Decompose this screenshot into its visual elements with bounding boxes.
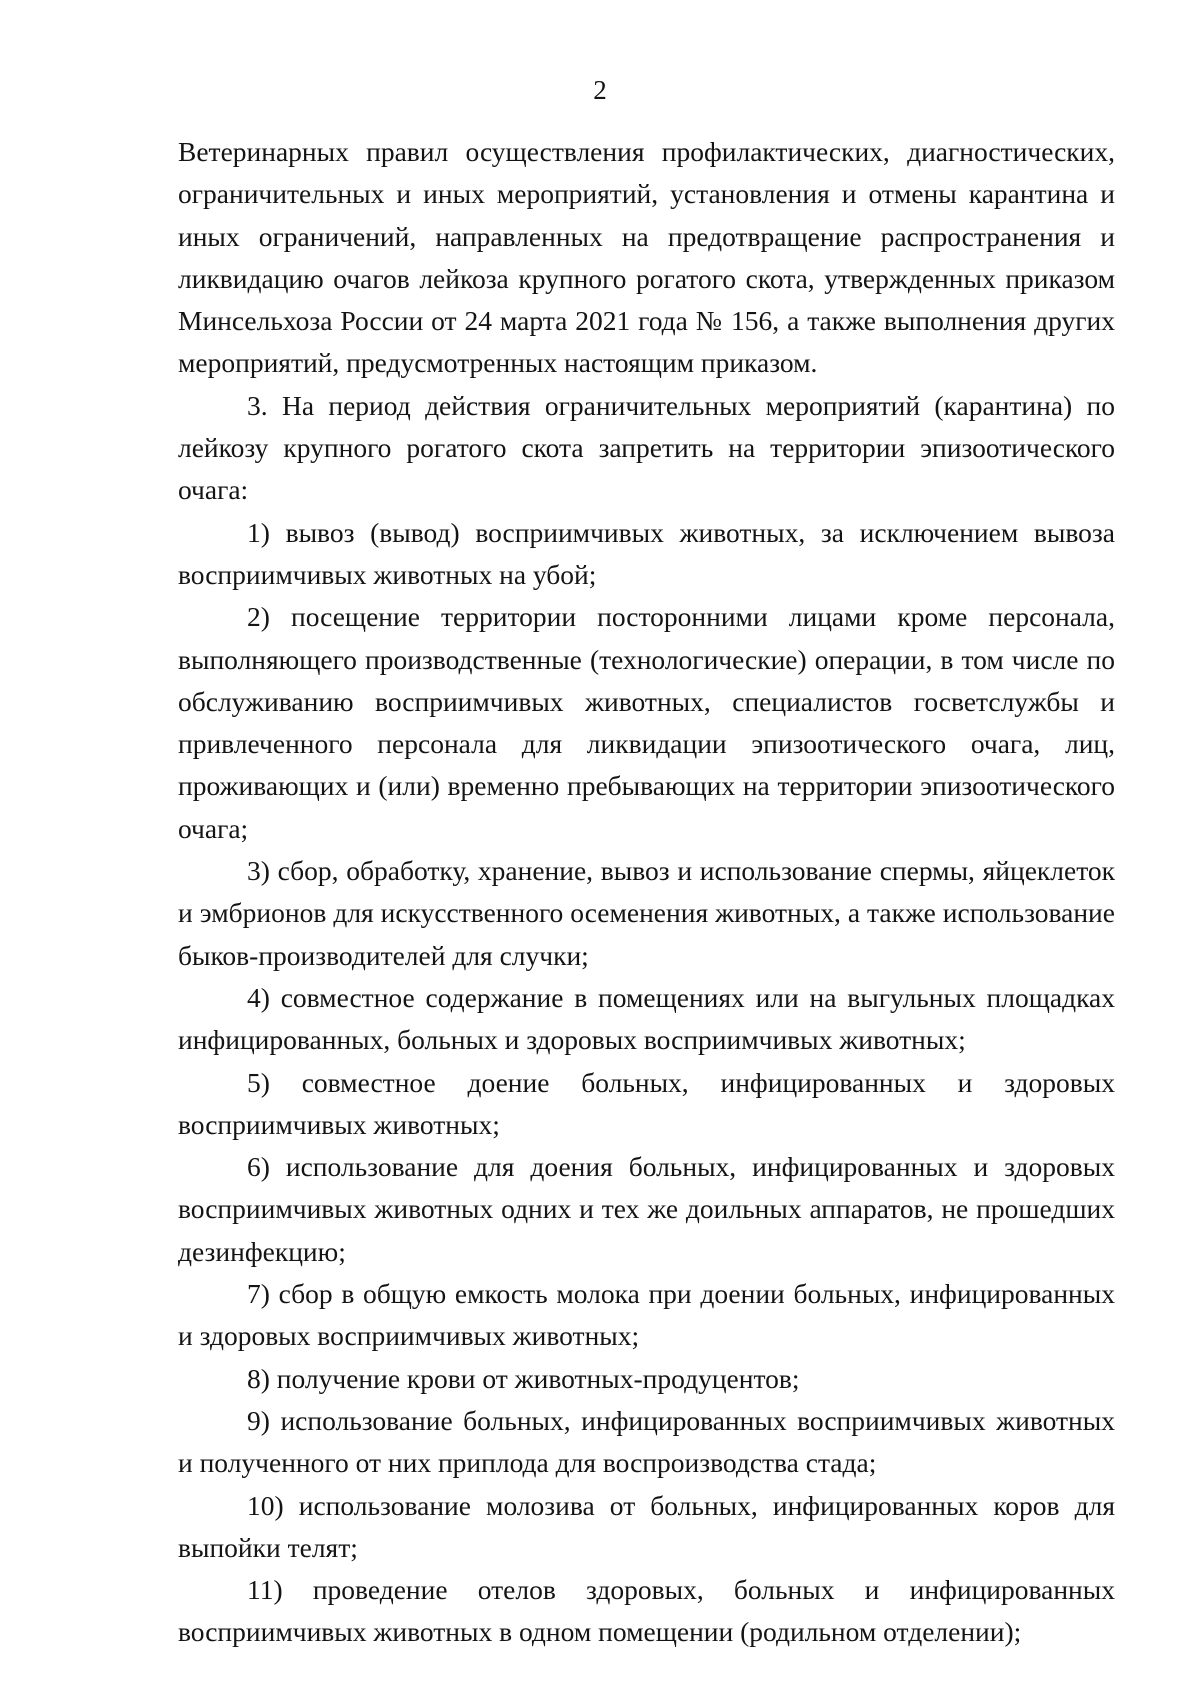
list-item-4: 4) совместное содержание в помещениях или на выгульных площадках инфицированных, больных и здоровых восприимчивых животных;: [178, 981, 1115, 1056]
paragraph-item-3: 3. На период действия ограничительных мероприятий (карантина) по лейкозу крупного рогатого скота запретить на территории эпизоотического очага:: [178, 389, 1115, 506]
list-item-5: 5) совместное доение больных, инфицированных и здоровых восприимчивых животных;: [178, 1066, 1115, 1140]
document-body: [178, 131, 1115, 1654]
list-item-7: 7) сбор в общую емкость молока при доении больных, инфицированных и здоровых восприимчивых животных;: [178, 1278, 1115, 1352]
list-item-3: 3) сбор, обработку, хранение, вывоз и использование спермы, яйцеклеток и эмбрионов для искусственного осеменения животных, а также использование быков-производителей для случки;: [178, 855, 1115, 971]
list-item-11: 11) проведение отелов здоровых, больных и инфицированных восприимчивых животных в одном помещении (родильном отделении);: [178, 1574, 1115, 1648]
list-item-1: 1) вывоз (вывод) восприимчивых животных, за исключением вывоза восприимчивых животных на убой;: [178, 516, 1115, 590]
list-item-8: 8) получение крови от животных-продуцентов;: [247, 1362, 800, 1394]
list-item-10: 10) использование молозива от больных, инфицированных коров для выпойки телят;: [178, 1489, 1115, 1563]
page-number: 2: [593, 75, 607, 105]
list-item-9: 9) использование больных, инфицированных восприимчивых животных и полученного от них приплода для воспроизводства стада;: [178, 1404, 1115, 1479]
list-item-6: 6) использование для доения больных, инфицированных и здоровых восприимчивых животных одних и тех же доильных аппаратов, не прошедших дезинфекцию;: [178, 1151, 1115, 1267]
list-item-2: 2) посещение территории посторонними лицами кроме персонала, выполняющего производственные (технологические) операции, в том числе по обслуживанию восприимчивых животных, специалистов госветслужбы и привлеченного персонала для ликвидации эпизоотического очага, лиц, проживающих и (или) временно пребывающих на территории эпизоотического очага;: [178, 601, 1115, 844]
paragraph-continuation: Ветеринарных правил осуществления профилактических, диагностических, ограничительных и иных мероприятий, установления и отмены карантина и иных ограничений, направленных на предотвращение распространения и ликвидацию очагов лейкоза крупного рогатого скота, утвержденных приказом Минсельхоза России от 24 марта 2021 года № 156, а также выполнения других мероприятий, предусмотренных настоящим приказом.: [178, 136, 1115, 379]
